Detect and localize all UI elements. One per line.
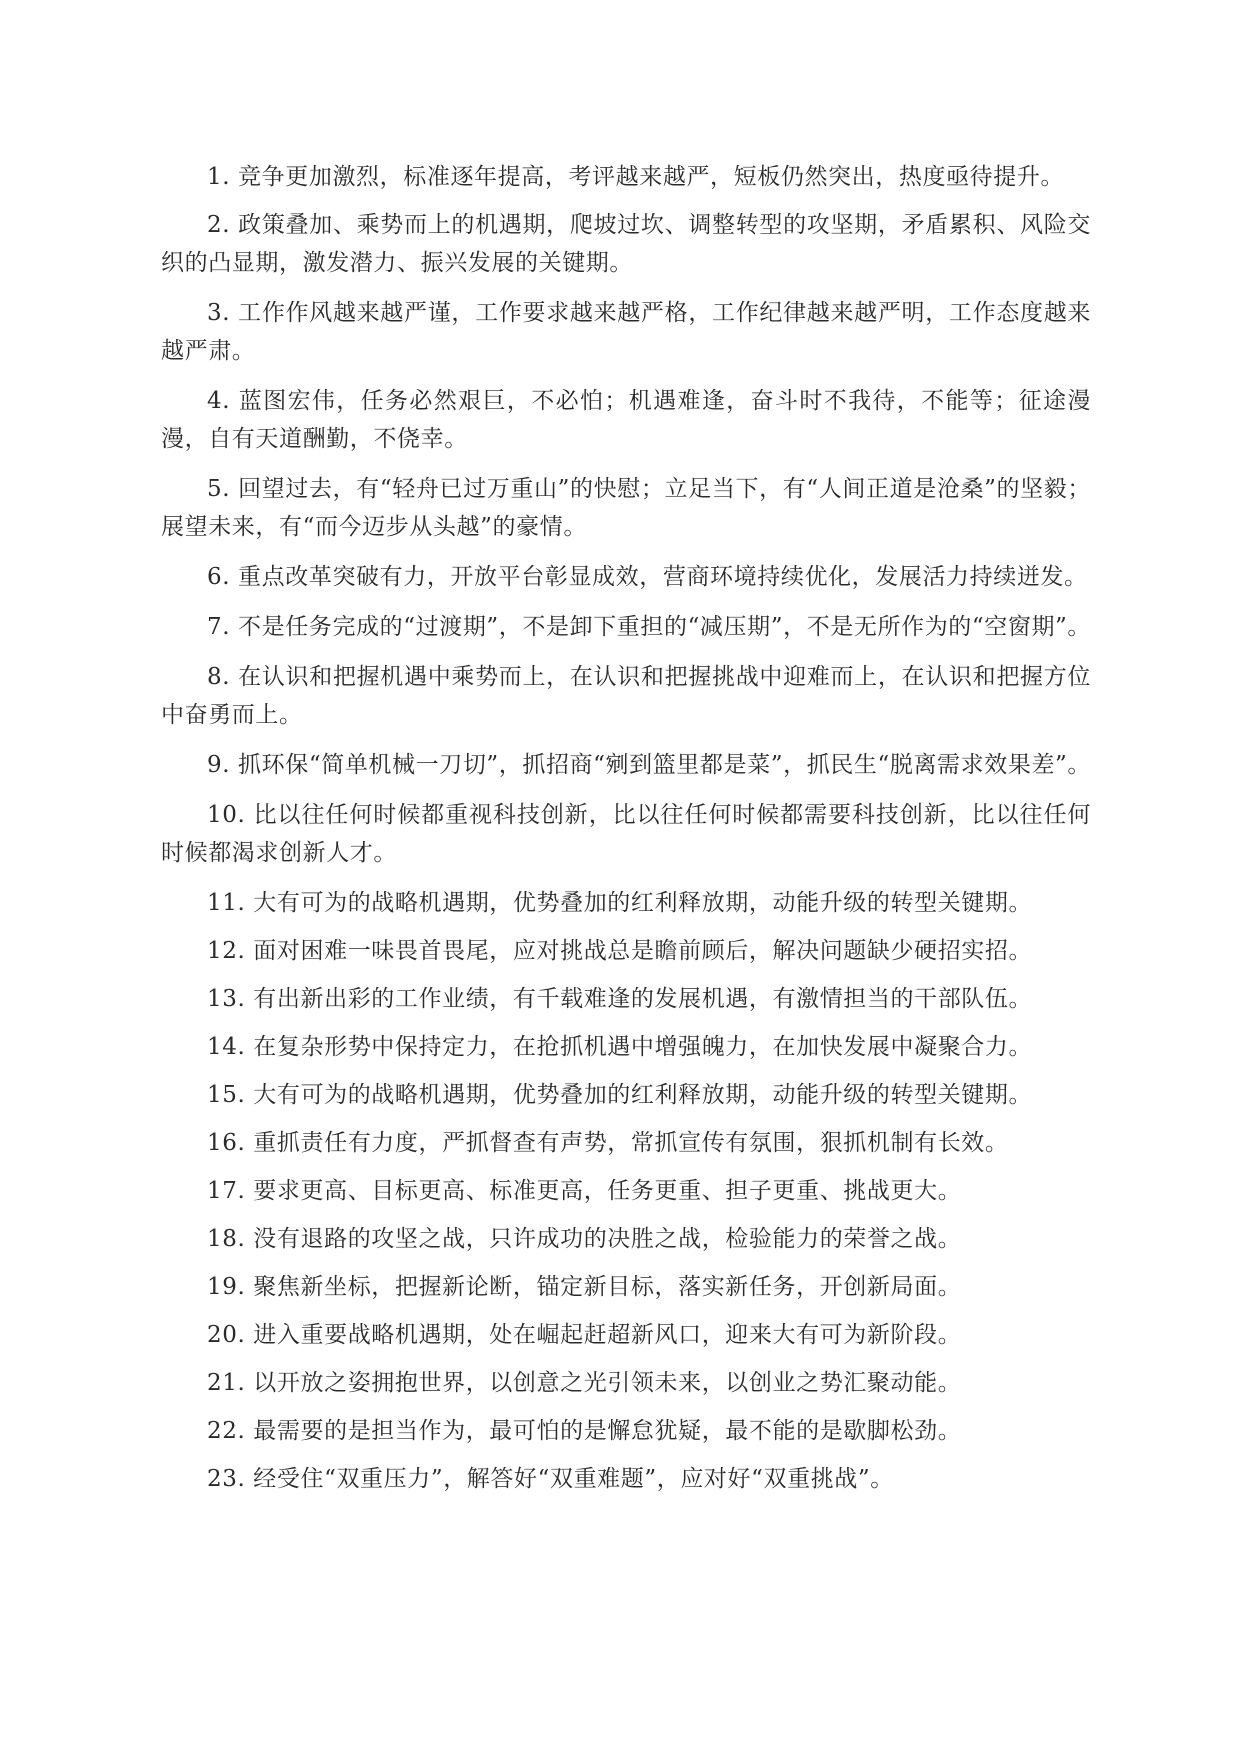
paragraph-22: 22. 最需要的是担当作为，最可怕的是懈怠犹疑，最不能的是歇脚松劲。 <box>207 1418 962 1444</box>
paragraph-4: 4. 蓝图宏伟，任务必然艰巨，不必怕；机遇难逢，奋斗时不我待，不能等；征途漫漫，自有天道酬勤，不侥幸。 <box>161 388 1091 452</box>
paragraph-17: 17. 要求更高、目标更高、标准更高，任务更重、担子更重、挑战更大。 <box>207 1178 962 1204</box>
paragraph-5: 5. 回望过去，有“轻舟已过万重山”的快慰；立足当下，有“人间正道是沧桑”的坚毅；展望未来，有“而今迈步从头越”的豪情。 <box>161 476 1091 540</box>
paragraph-15: 15. 大有可为的战略机遇期，优势叠加的红利释放期，动能升级的转型关键期。 <box>207 1082 1033 1108</box>
paragraph-20: 20. 进入重要战略机遇期，处在崛起赶超新风口，迎来大有可为新阶段。 <box>207 1322 962 1348</box>
paragraph-3: 3. 工作作风越来越严谨，工作要求越来越严格，工作纪律越来越严明，工作态度越来越严肃。 <box>161 300 1091 364</box>
paragraph-11: 11. 大有可为的战略机遇期，优势叠加的红利释放期，动能升级的转型关键期。 <box>207 890 1033 916</box>
paragraph-19: 19. 聚焦新坐标，把握新论断，锚定新目标，落实新任务，开创新局面。 <box>207 1274 962 1300</box>
paragraph-23: 23. 经受住“双重压力”，解答好“双重难题”，应对好“双重挑战”。 <box>207 1466 894 1492</box>
paragraph-18: 18. 没有退路的攻坚之战，只许成功的决胜之战，检验能力的荣誉之战。 <box>207 1226 962 1252</box>
paragraph-9: 9. 抓环保“简单机械一刀切”，抓招商“剜到篮里都是菜”，抓民生“脱离需求效果差”。 <box>207 752 1092 778</box>
paragraph-12: 12. 面对困难一味畏首畏尾，应对挑战总是瞻前顾后，解决问题缺少硬招实招。 <box>207 938 1033 964</box>
paragraph-8: 8. 在认识和把握机遇中乘势而上，在认识和把握挑战中迎难而上，在认识和把握方位中奋勇而上。 <box>161 664 1091 728</box>
paragraph-16: 16. 重抓责任有力度，严抓督查有声势，常抓宣传有氛围，狠抓机制有长效。 <box>207 1130 1009 1156</box>
paragraph-14: 14. 在复杂形势中保持定力，在抢抓机遇中增强魄力，在加快发展中凝聚合力。 <box>207 1034 1033 1060</box>
paragraph-10: 10. 比以往任何时候都重视科技创新，比以往任何时候都需要科技创新，比以往任何时候都渴求创新人才。 <box>161 802 1091 866</box>
paragraph-7: 7. 不是任务完成的“过渡期”，不是卸下重担的“减压期”，不是无所作为的“空窗期”。 <box>207 614 1092 640</box>
paragraph-1: 1. 竞争更加激烈，标准逐年提高，考评越来越严，短板仍然突出，热度亟待提升。 <box>207 164 1065 190</box>
paragraph-2: 2. 政策叠加、乘势而上的机遇期，爬坡过坎、调整转型的攻坚期，矛盾累积、风险交织的凸显期，激发潜力、振兴发展的关键期。 <box>161 212 1091 276</box>
paragraph-13: 13. 有出新出彩的工作业绩，有千载难逢的发展机遇，有激情担当的干部队伍。 <box>207 986 1033 1012</box>
paragraph-6: 6. 重点改革突破有力，开放平台彰显成效，营商环境持续优化，发展活力持续迸发。 <box>207 564 1088 590</box>
paragraph-21: 21. 以开放之姿拥抱世界，以创意之光引领未来，以创业之势汇聚动能。 <box>207 1370 962 1396</box>
document-body <box>161 158 1091 1508</box>
